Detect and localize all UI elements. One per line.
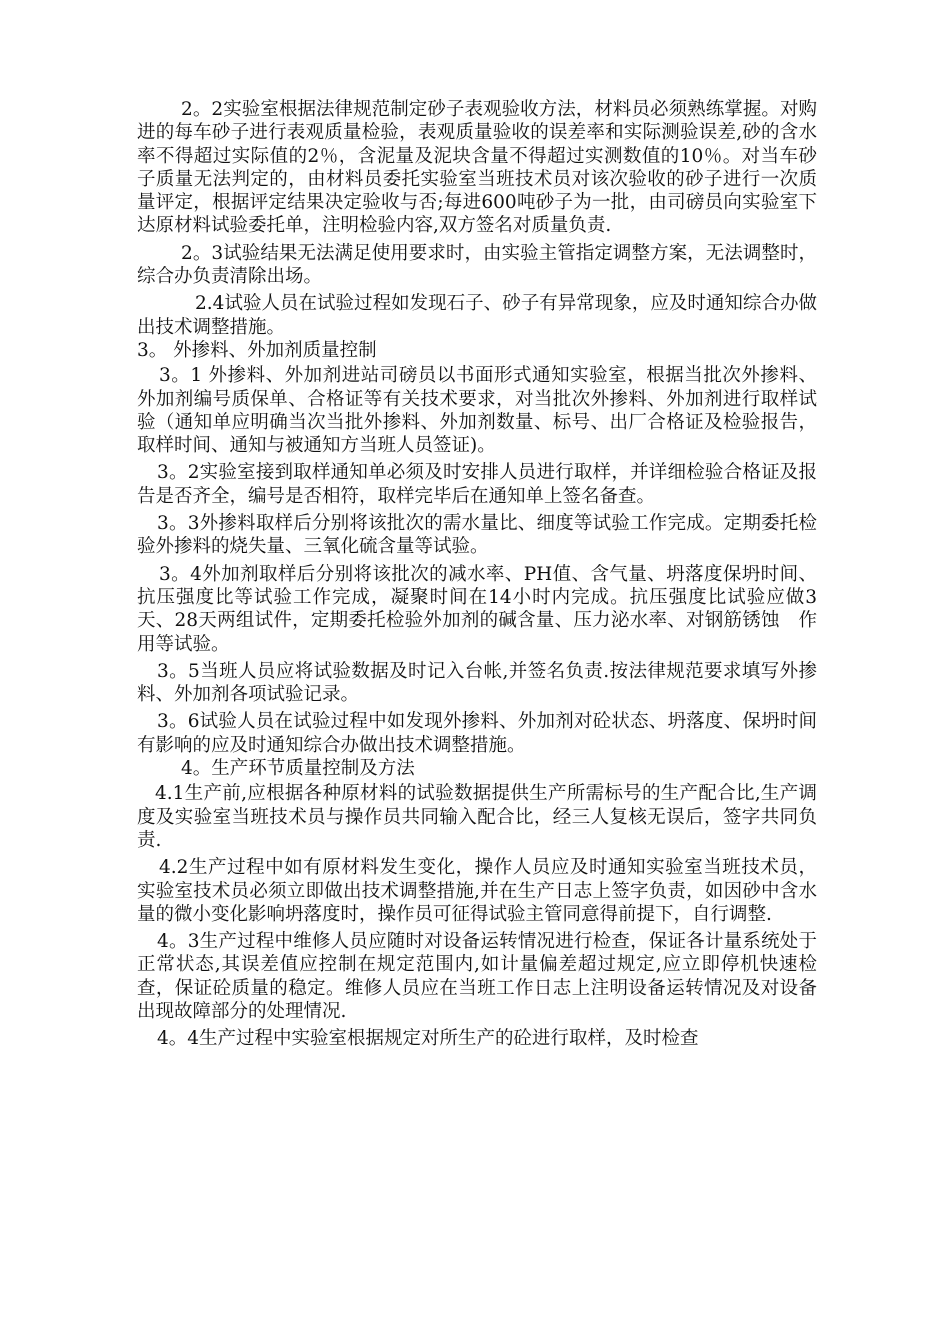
paragraph-p-4: 4。生产环节质量控制及方法: [181, 758, 415, 780]
paragraph-p-4-4: 4。4生产过程中实验室根据规定对所生产的砼进行取样，及时检查: [157, 1028, 699, 1050]
paragraph-p-4-3: 4。3生产过程中维修人员应随时对设备运转情况进行检查，保证各计量系统处于正常状态,其误差值应控制在规定范围内,如计量偏差超过规定,应立即停机快速检查，保证砼质量的稳定。维修人员应在当班工作日志上注明设备运转情况及对设备出现故障部分的处理情况.: [137, 931, 817, 1022]
paragraph-p-4-2: 4.2生产过程中如有原材料发生变化，操作人员应及时通知实验室当班技术员，实验室技术员必须立即做出技术调整措施,并在生产日志上签字负责，如因砂中含水量的微小变化影响坍落度时，操作员可征得试验主管同意得前提下，自行调整.: [137, 857, 817, 925]
paragraph-p-3-1: 3。1 外掺料、外加剂进站司磅员以书面形式通知实验室，根据当批次外掺料、外加剂编号质保单、合格证等有关技术要求，对当批次外掺料、外加剂进行取样试验（通知单应明确当次当批外掺料、外加剂数量、标号、出厂合格证及检验报告，取样时间、通知与被通知方当班人员签证)。: [137, 365, 817, 457]
paragraph-p-3-2: 3。2实验室接到取样通知单必须及时安排人员进行取样，并详细检验合格证及报告是否齐全，编号是否相符，取样完毕后在通知单上签名备查。: [137, 462, 817, 507]
paragraph-p-2-4: 2.4试验人员在试验过程如发现石子、砂子有异常现象，应及时通知综合办做出技术调整措施。: [137, 293, 817, 338]
paragraph-p-2-3: 2。3试验结果无法满足使用要求时，由实验主管指定调整方案，无法调整时，综合办负责清除出场。: [137, 242, 817, 288]
paragraph-p-3-5: 3。5当班人员应将试验数据及时记入台帐,并签名负责.按法律规范要求填写外掺料、外加剂各项试验记录。: [137, 660, 817, 706]
document-body: [137, 98, 817, 1051]
paragraph-p-2-2: 2。2实验室根据法律规范制定砂子表观验收方法，材料员必须熟练掌握。对购进的每车砂子进行表观质量检验，表观质量验收的误差率和实际测验误差,砂的含水率不得超过实际值的2％，含泥量及泥块含量不得超过实测数值的10％。对当车砂子质量无法判定的，由材料员委托实验室当班技术员对该次验收的砂子进行一次质量评定，根据评定结果决定验收与否;每进600吨砂子为一批，由司磅员向实验室下达原材料试验委托单，注明检验内容,双方签名对质量负责.: [137, 99, 817, 237]
paragraph-p-3-6: 3。6试验人员在试验过程中如发现外掺料、外加剂对砼状态、坍落度、保坍时间有影响的应及时通知综合办做出技术调整措施。: [137, 711, 817, 756]
paragraph-p-3-4: 3。4外加剂取样后分别将该批次的减水率、PH值、含气量、坍落度保坍时间、抗压强度比等试验工作完成，凝聚时间在14小时内完成。抗压强度比试验应做3天、28天两组试件，定期委托检验外加剂的碱含量、压力泌水率、对钢筋锈蚀 作用等试验。: [137, 563, 817, 655]
paragraph-p-3-3: 3。3外掺料取样后分别将该批次的需水量比、细度等试验工作完成。定期委托检验外掺料的烧失量、三氧化硫含量等试验。: [137, 513, 817, 558]
paragraph-p-3: 3。 外掺料、外加剂质量控制: [137, 339, 377, 361]
paragraph-p-4-1: 4.1生产前,应根据各种原材料的试验数据提供生产所需标号的生产配合比,生产调度及实验室当班技术员与操作员共同输入配合比，经三人复核无误后，签字共同负责.: [137, 783, 817, 851]
